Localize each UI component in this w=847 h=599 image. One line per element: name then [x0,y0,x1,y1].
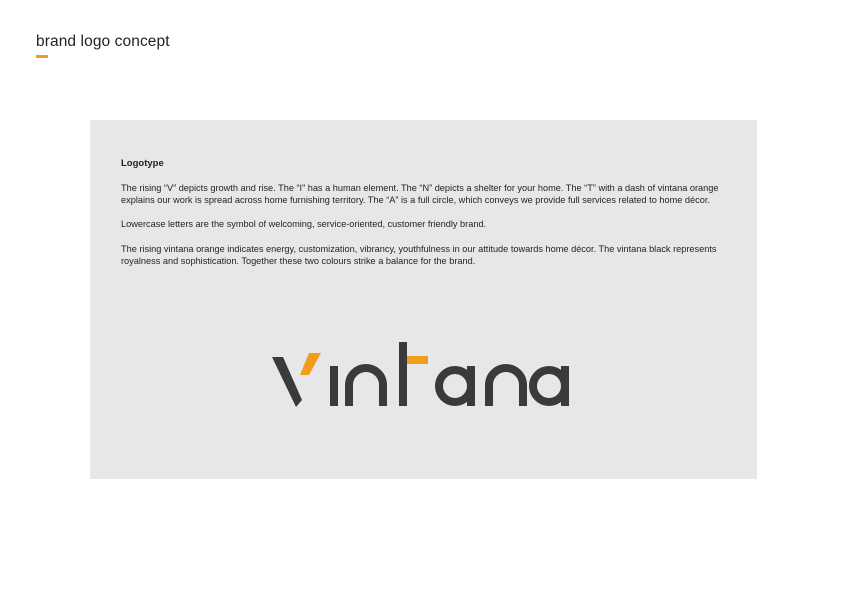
logo-t-orange-dash [407,356,428,364]
logo-a1-bowl [439,370,471,402]
logotype-heading: Logotype [121,158,164,169]
paragraph-lowercase: Lowercase letters are the symbol of welcoming, service-oriented, customer friendly brand. [121,219,487,230]
paragraph-letter-meaning: The rising “V” depicts growth and rise. The “I” has a human element. The “N” depicts a shelter for your home. The “T” with a dash of vintana orange explains our work is spread across home furnishing territory. The “A” is a full circle, which conveys we provide full services related to home décor. [121,183,719,206]
logo-a2-stem [561,366,569,406]
logo-a2-bowl [533,370,565,402]
logo-i-stem [330,366,338,406]
logotype-description [121,158,721,279]
logotype-panel [90,120,757,479]
paragraph-colours: The rising vintana orange indicates energy, customization, vibrancy, youthfulness in our attitude towards home décor. The vintana black represents royalness and sophistication. Together these two colours strike a balance for the brand. [121,243,717,266]
page-title: brand logo concept [36,33,170,50]
logo-v-black-stroke [272,357,302,407]
title-accent-bar [36,55,48,58]
logo-n [349,368,383,406]
logo-v-orange-stroke [300,353,321,375]
vintana-logo [272,342,577,407]
logo-a1-stem [467,366,475,406]
logo-t-stem [399,342,407,406]
logo-n2 [489,368,523,406]
